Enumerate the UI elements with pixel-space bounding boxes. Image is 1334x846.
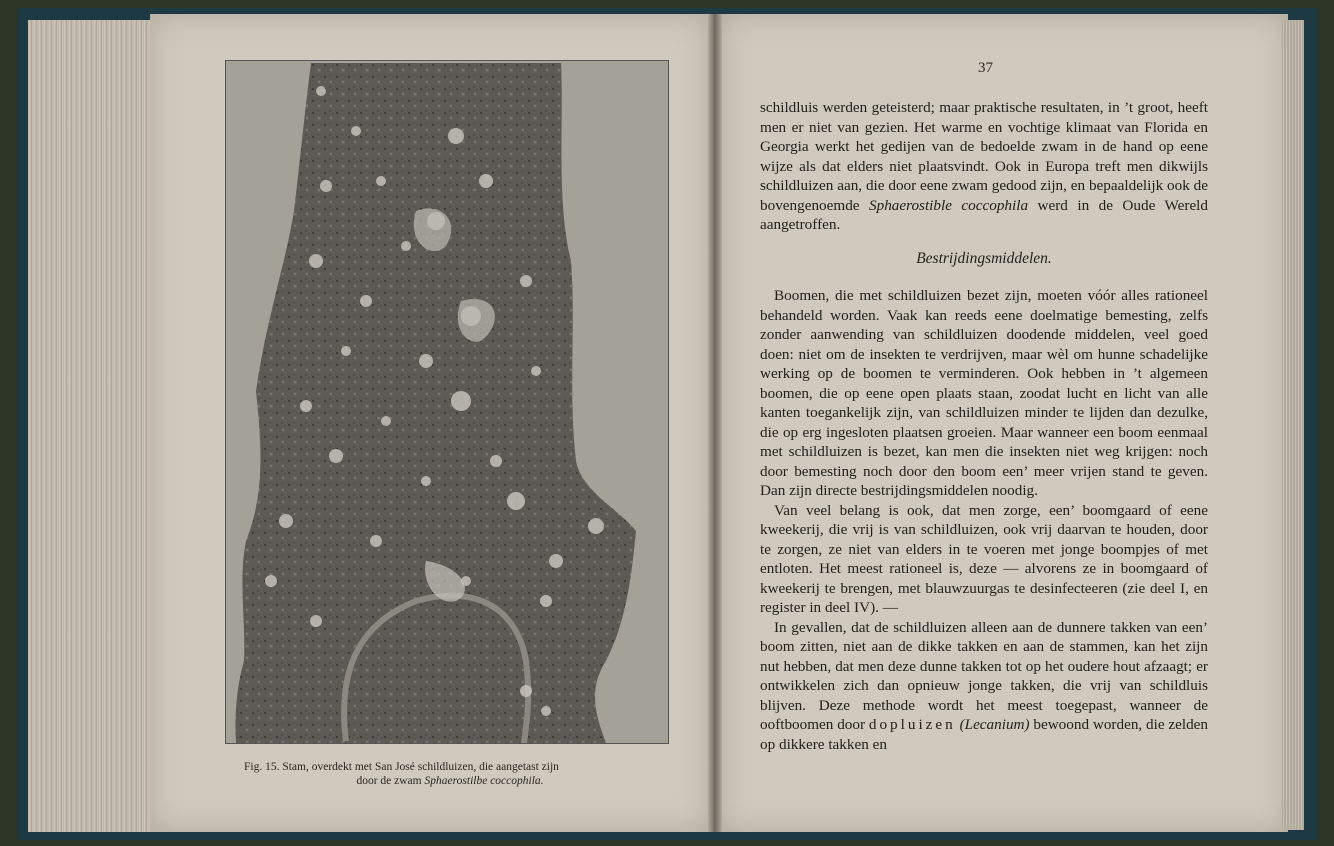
tree-trunk-photograph bbox=[225, 60, 669, 744]
caption-line-2 bbox=[230, 774, 670, 788]
paragraph-4-genus: (Lecanium) bbox=[959, 716, 1030, 733]
paragraph-2: Boomen, die met schildluizen bezet zijn, moeten vóór alles rationeel behandeld worden. Vaak kan reeds eene doelmatige bemesting, zelfs zonder aanwending van schildluizen doodende middelen, veel goed doen: niet om de insekten te verdrijven, maar wèl om hunne schadelijke werking op de boomen te verminderen. Ook hebben in ’t algemeen boomen, die op eene open plaats staan, zoodat lucht en licht van alle kanten toegankelijk zijn, van schildluizen minder te lijden dan dezulke, die op erg ingesloten plaatsen groeien. Maar wanneer een boom eenmaal met schildluizen is bezet, kan men die insekten niet weg krijgen: noch door bemesting noch door den boom een’ meer vrijen stand te geven. Dan zijn directe bestrijdingsmiddelen noodig. bbox=[760, 287, 1208, 499]
section-heading: Bestrijdingsmiddelen. bbox=[916, 250, 1052, 267]
paragraph-1-species: Sphaerostible coccophila bbox=[869, 196, 1029, 214]
caption-line-1: Fig. 15. Stam, overdekt met San José schildluizen, die aangetast zijn bbox=[244, 761, 559, 773]
figure-caption bbox=[230, 760, 670, 788]
paragraph-3: Van veel belang is ook, dat men zorge, een’ boomgaard of eene kweekerij, die vrij is van schildluizen, ook vrij daarvan te houden, door te zorgen, ze niet van elders in te voeren met jonge boompjes of met entloten. Het meest rationeel is, deze — alvorens ze in boomgaard of kweekerij te brengen, met blauwzuurgas te desinfecteeren (zie deel I, en register in deel IV). — bbox=[760, 501, 1208, 616]
paragraph-4-text-b: bewoond worden, die zelden op dikkere takken en bbox=[760, 716, 1209, 753]
caption-species-name: Sphaerostilbe coccophila. bbox=[424, 775, 544, 787]
paragraph-4-text-a: In gevallen, dat de schildluizen alleen aan de dunnere takken van een’ boom zitten, niet aan de dikke takken en aan de stammen, kan het zijn nut hebben, dat men deze dunne takken tot op het oudere hout afzaagt; er ontwikkelen zich dan opnieuw jonge takken, die vrij van schildluis blijven. Deze methode wordt het meest toegepast, wanneer de ooftboomen door bbox=[760, 618, 1208, 733]
paragraph-1-text-a: schildluis werden geteisterd; maar praktische resultaten, in ’t groot, heeft men er niet van gezien. Het warme en vochtige klimaat van Florida en Georgia werkt het gedijen van de bedoelde zwam in de hand op eene wijze als dat elders niet plaatsvindt. Ook in Europa treft men dikwijls schildluizen aan, die door eene zwam gedood zijn, en bepaaldelijk ook de bovengenoemde bbox=[760, 99, 1208, 214]
paragraph-4 bbox=[760, 618, 1208, 755]
left-page-edges bbox=[28, 20, 158, 832]
paragraph-4-spaced-term: dopluizen bbox=[868, 716, 956, 733]
right-page-edges bbox=[1282, 20, 1304, 830]
paragraph-continuation bbox=[760, 98, 1208, 235]
paragraph-1-text-b: werd in de Oude Wereld aangetroffen. bbox=[760, 196, 1208, 233]
caption-line-2-text: door de zwam bbox=[356, 775, 425, 787]
section-body bbox=[760, 286, 1208, 754]
book-gutter bbox=[708, 14, 722, 832]
page-number: 37 bbox=[978, 60, 993, 76]
paragraph-1 bbox=[760, 98, 1208, 235]
